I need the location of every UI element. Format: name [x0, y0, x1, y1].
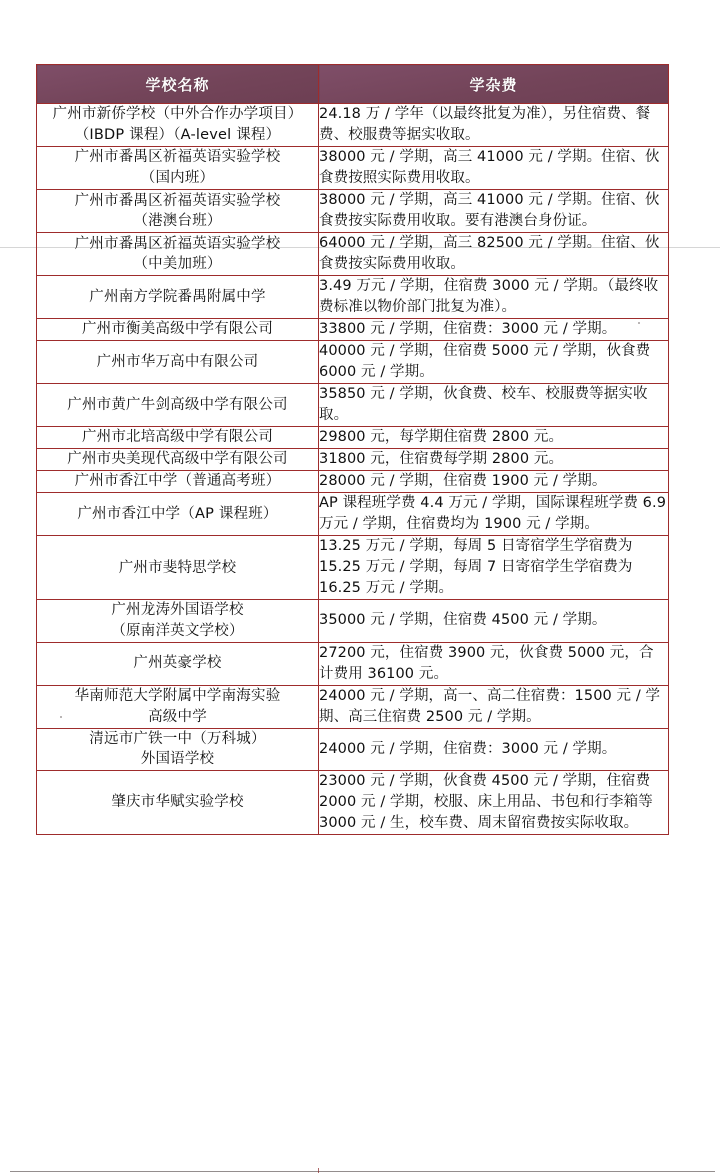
- school-name-line: 广州南方学院番禺附属中学: [89, 288, 266, 305]
- tuition-fee-text: 38000 元 / 学期，高三 41000 元 / 学期。住宿、伙食费按照实际费用收取。: [319, 149, 660, 187]
- school-name-line: 广州市北培高级中学有限公司: [81, 429, 274, 446]
- school-name-line: （国内班）: [140, 170, 215, 187]
- school-name-line: （港澳台班）: [133, 213, 222, 230]
- table-header: [37, 65, 669, 104]
- tuition-fee-text: 24.18 万 / 学年（以最终批复为准），另住宿费、餐费、校服费等据实收取。: [319, 106, 651, 144]
- school-name-line: 广州英豪学校: [133, 655, 222, 672]
- school-name-cell: [37, 341, 319, 384]
- tuition-fee-text: 3.49 万元 / 学期，住宿费 3000 元 / 学期。（最终收费标准以物价部门批复为准）。: [319, 278, 659, 316]
- tuition-fee-text: 23000 元 / 学期，伙食费 4500 元 / 学期，住宿费 2000 元 / 学期，校服、床上用品、书包和行李箱等 3000 元 / 生，校车费、周末留宿费按实际收取。: [319, 772, 653, 831]
- tuition-fee-text: 40000 元 / 学期，住宿费 5000 元 / 学期，伙食费 6000 元 / 学期。: [319, 343, 651, 381]
- school-name-line: 广州市黄广牛剑高级中学有限公司: [67, 396, 288, 413]
- table-row: [37, 600, 669, 642]
- school-name-line: （中美加班）: [133, 256, 222, 273]
- school-name-line: 肇庆市华赋实验学校: [111, 793, 244, 810]
- school-name-line: 华南师范大学附属中学南海实验: [74, 687, 281, 704]
- table-row: [37, 147, 669, 190]
- tuition-fee-cell: [319, 536, 669, 600]
- table-body: [37, 104, 669, 835]
- table-row: [37, 728, 669, 770]
- table-row: [37, 685, 669, 728]
- table-row: [37, 427, 669, 449]
- tuition-fee-cell: [319, 642, 669, 685]
- school-name-cell: [37, 536, 319, 600]
- school-name-line: 清远市广铁一中（万科城）: [89, 730, 266, 747]
- page-bottom-edge-line: [10, 1171, 715, 1172]
- tuition-fee-cell: [319, 493, 669, 536]
- tuition-fee-cell: [319, 449, 669, 471]
- school-name-line: （原南洋英文学校）: [111, 622, 244, 639]
- school-name-cell: [37, 427, 319, 449]
- tuition-fee-text: AP 课程班学费 4.4 万元 / 学期，国际课程班学费 6.9 万元 / 学期，住宿费均为 1900 元 / 学期。: [319, 495, 667, 533]
- tuition-fee-text: 33800 元 / 学期，住宿费：3000 元 / 学期。: [319, 321, 617, 338]
- tuition-fee-cell: [319, 770, 669, 834]
- tuition-fee-text: 29800 元，每学期住宿费 2800 元。: [319, 429, 564, 446]
- school-name-line: 外国语学校: [140, 751, 215, 768]
- tuition-fee-cell: [319, 147, 669, 190]
- school-name-line: 广州市新侨学校（中外合作办学项目）: [52, 106, 303, 123]
- tuition-fee-cell: [319, 319, 669, 341]
- tuition-fee-cell: [319, 471, 669, 493]
- tuition-fee-text: 24000 元 / 学期，高一、高二住宿费：1500 元 / 学期、高三住宿费 2500 元 / 学期。: [319, 687, 661, 725]
- fee-table-sheet: [36, 64, 668, 835]
- school-name-cell: [37, 319, 319, 341]
- tuition-fee-text: 31800 元，住宿费每学期 2800 元。: [319, 451, 564, 468]
- school-name-line: 广州市斐特思学校: [118, 559, 237, 576]
- table-row: [37, 642, 669, 685]
- table-row: [37, 233, 669, 276]
- school-name-line: 广州市香江中学（AP 课程班）: [77, 506, 278, 522]
- column-header-school-name: 学校名称: [37, 65, 319, 104]
- table-row: [37, 449, 669, 471]
- school-name-line: 广州市番禺区祈福英语实验学校: [74, 149, 281, 166]
- tuition-fee-cell: [319, 384, 669, 427]
- school-name-line: 广州市香江中学（普通高考班）: [74, 473, 281, 490]
- school-name-line: 广州龙涛外国语学校: [111, 602, 244, 619]
- table-row: [37, 770, 669, 834]
- school-name-line: （IBDP 课程）（A-level 课程）: [74, 127, 281, 144]
- table-row: [37, 384, 669, 427]
- school-name-cell: [37, 685, 319, 728]
- school-name-cell: [37, 449, 319, 471]
- school-name-cell: [37, 642, 319, 685]
- tuition-fee-text: 35000 元 / 学期，住宿费 4500 元 / 学期。: [319, 612, 607, 629]
- school-name-line: 广州市华万高中有限公司: [96, 353, 259, 370]
- table-row: [37, 190, 669, 233]
- school-name-line: 高级中学: [148, 708, 207, 725]
- table-row: [37, 493, 669, 536]
- school-name-cell: [37, 493, 319, 536]
- school-name-line: 广州市衡美高级中学有限公司: [81, 321, 274, 338]
- table-row: [37, 104, 669, 147]
- tuition-fee-cell: [319, 276, 669, 319]
- school-fee-table: [36, 64, 669, 835]
- tuition-fee-text: 24000 元 / 学期，住宿费：3000 元 / 学期。: [319, 740, 617, 757]
- table-header-row: [37, 65, 669, 104]
- tuition-fee-text: 28000 元 / 学期，住宿费 1900 元 / 学期。: [319, 473, 607, 490]
- tuition-fee-cell: [319, 728, 669, 770]
- school-name-line: 广州市央美现代高级中学有限公司: [67, 451, 288, 468]
- tuition-fee-cell: [319, 190, 669, 233]
- tuition-fee-text: 64000 元 / 学期，高三 82500 元 / 学期。住宿、伙食费按实际费用收取。: [319, 235, 660, 273]
- column-header-tuition-fee: 学杂费: [319, 65, 669, 104]
- tuition-fee-cell: [319, 104, 669, 147]
- tuition-fee-text: 35850 元 / 学期，伙食费、校车、校服费等据实收取。: [319, 386, 648, 424]
- school-name-line: 广州市番禺区祈福英语实验学校: [74, 235, 281, 252]
- table-row: [37, 319, 669, 341]
- tuition-fee-text: 27200 元，住宿费 3900 元，伙食费 5000 元，合计费用 36100 元。: [319, 644, 654, 682]
- school-name-cell: [37, 600, 319, 642]
- tuition-fee-text: 38000 元 / 学期，高三 41000 元 / 学期。住宿、伙食费按实际费用收取。要有港澳台身份证。: [319, 192, 660, 230]
- school-name-cell: [37, 471, 319, 493]
- school-name-cell: [37, 233, 319, 276]
- school-name-line: 广州市番禺区祈福英语实验学校: [74, 192, 281, 209]
- tuition-fee-cell: [319, 600, 669, 642]
- school-name-cell: [37, 190, 319, 233]
- school-name-cell: [37, 770, 319, 834]
- tuition-fee-cell: [319, 341, 669, 384]
- table-row: [37, 276, 669, 319]
- tuition-fee-cell: [319, 685, 669, 728]
- tuition-fee-cell: [319, 427, 669, 449]
- school-name-cell: [37, 276, 319, 319]
- school-name-cell: [37, 728, 319, 770]
- school-name-cell: [37, 147, 319, 190]
- school-name-cell: [37, 384, 319, 427]
- school-name-cell: [37, 104, 319, 147]
- table-row: [37, 536, 669, 600]
- table-row: [37, 471, 669, 493]
- tuition-fee-cell: [319, 233, 669, 276]
- table-row: [37, 341, 669, 384]
- tuition-fee-text: 13.25 万元 / 学期，每周 5 日寄宿学生学宿费为 15.25 万元 / 学期，每周 7 日寄宿学生学宿费为 16.25 万元 / 学期。: [319, 538, 633, 597]
